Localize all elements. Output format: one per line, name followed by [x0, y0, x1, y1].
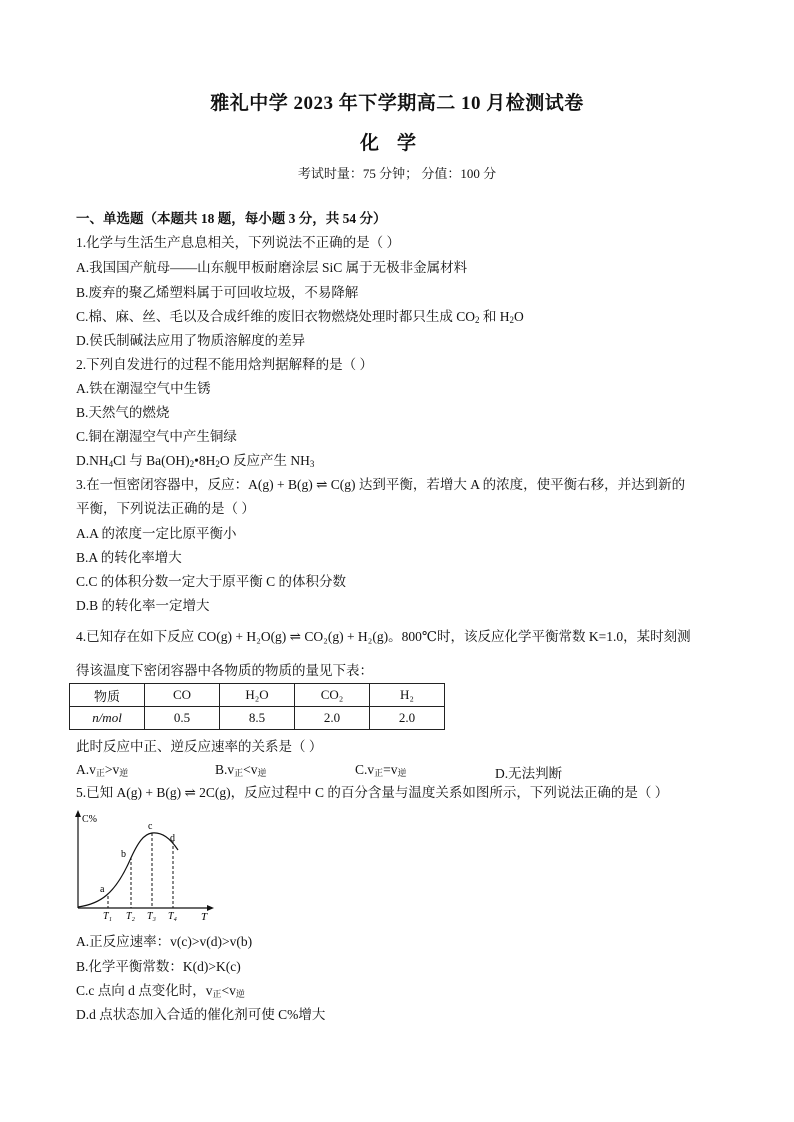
q3-stem: 3.在一恒密闭容器中，反应：A(g) + B(g) ⇌ C(g) 达到平衡，若增大 A 的浓度，使平衡右移，并达到新的: [76, 477, 686, 492]
exam-meta: 考试时量：75 分钟； 分值：100 分: [297, 166, 497, 181]
q3-option-c: C.C 的体积分数一定大于原平衡 C 的体积分数: [76, 574, 347, 589]
q2-option-a: A.铁在潮湿空气中生锈: [76, 381, 211, 396]
q4-stem-line2: 得该温度下密闭容器中各物质的物质的量见下表：: [76, 663, 373, 678]
q1-option-a: A.我国国产航母——山东舰甲板耐磨涂层 SiC 属于无极非金属材料: [76, 260, 468, 275]
table-cell: 2.0: [370, 707, 445, 730]
tick-label-t1: T₁: [103, 911, 113, 922]
y-axis-label: C%: [82, 814, 97, 825]
q5-option-b: B.化学平衡常数：K(d)>K(c): [76, 959, 241, 974]
q5-option-a: A.正反应速率：v(c)>v(d)>v(b): [76, 934, 253, 949]
table-cell: 物质: [70, 684, 145, 707]
tick-label-t3: T₃: [147, 911, 157, 922]
q4-option-d: D.无法判断: [495, 766, 563, 781]
tick-label-t2: T₂: [126, 911, 136, 922]
point-label-a: a: [100, 884, 105, 895]
q1-option-c: C.棉、麻、丝、毛以及合成纤维的废旧衣物燃烧处理时都只生成 $CO_2$ 和 $H_2O$: [76, 309, 524, 325]
table-header-row: [70, 684, 445, 707]
q5-option-d: D.d 点状态加入合适的催化剂可使 C%增大: [76, 1007, 326, 1022]
q3-option-d: D.B 的转化率一定增大: [76, 598, 210, 613]
q5-reaction: A(g) + B(g) ⇌ 2C(g): [116, 785, 231, 800]
y-axis-arrow: [75, 810, 81, 817]
q3-stem-line2: 平衡，下列说法正确的是（ ）: [76, 501, 255, 516]
q4-option-c: C.v正=v逆: [355, 762, 407, 778]
q4-option-b: B.v正<v逆: [215, 762, 267, 778]
table-cell: 8.5: [220, 707, 295, 730]
q2-option-c: C.铜在潮湿空气中产生铜绿: [76, 429, 237, 444]
q2-option-b: B.天然气的燃烧: [76, 405, 170, 420]
table-cell: CO: [145, 684, 220, 707]
q4-stem: 4.已知存在如下反应 CO(g) + H₂O(g) ⇌ CO₂(g) + H₂(g)。800℃时，该反应化学平衡常数 K=1.0，某时刻测: [76, 629, 691, 644]
q5-graph: [70, 808, 220, 923]
q2-stem: 2.下列自发进行的过程不能用焓判据解释的是（ ）: [76, 357, 373, 372]
point-label-b: b: [121, 849, 126, 860]
x-axis-label: T: [201, 911, 208, 923]
table-cell: CO₂: [295, 684, 370, 707]
q1-stem: 1.化学与生活生产息息相关，下列说法不正确的是（ ）: [76, 235, 400, 250]
table-cell: 2.0: [295, 707, 370, 730]
table-row: [70, 707, 445, 730]
table-cell: 0.5: [145, 707, 220, 730]
q5-stem: 5.已知 A(g) + B(g) ⇌ 2C(g)，反应过程中 C 的百分含量与温度关系如图所示，下列说法正确的是（ ）: [76, 785, 669, 800]
table-cell: H₂O: [220, 684, 295, 707]
point-label-d: d: [170, 833, 175, 844]
q3-option-b: B.A 的转化率增大: [76, 550, 182, 565]
q1-option-d: D.侯氏制碱法应用了物质溶解度的差异: [76, 333, 306, 348]
q4-question: 此时反应中正、逆反应速率的关系是（ ）: [76, 739, 323, 754]
exam-title: 雅礼中学 2023 年下学期高二 10 月检测试卷: [210, 93, 584, 114]
q4-option-a: A.v正>v逆: [76, 762, 129, 778]
section-heading: 一、单选题（本题共 18 题，每小题 3 分，共 54 分）: [76, 211, 387, 226]
table-cell: n/mol: [70, 707, 145, 730]
q5-option-c: C.c 点向 d 点变化时，v正<v逆: [76, 983, 245, 999]
x-axis-arrow: [207, 905, 214, 911]
table-cell: H₂: [370, 684, 445, 707]
q3-option-a: A.A 的浓度一定比原平衡小: [76, 526, 237, 541]
q3-reaction: A(g) + B(g) ⇌ C(g): [248, 477, 356, 492]
q1-option-b: B.废弃的聚乙烯塑料属于可回收垃圾，不易降解: [76, 285, 359, 300]
point-label-c: c: [148, 821, 153, 832]
subject-title: 化学: [359, 133, 434, 154]
q4-reaction: CO(g) + H₂O(g) ⇌ CO₂(g) + H₂(g): [197, 629, 389, 644]
q2-option-d: $D.NH_4Cl$ 与 $Ba(OH)_2•8H_2O$ 反应产生 $NH_3$: [76, 453, 315, 469]
q4-table: [69, 683, 445, 730]
tick-label-t4: T₄: [168, 911, 178, 922]
curve: [78, 833, 178, 907]
